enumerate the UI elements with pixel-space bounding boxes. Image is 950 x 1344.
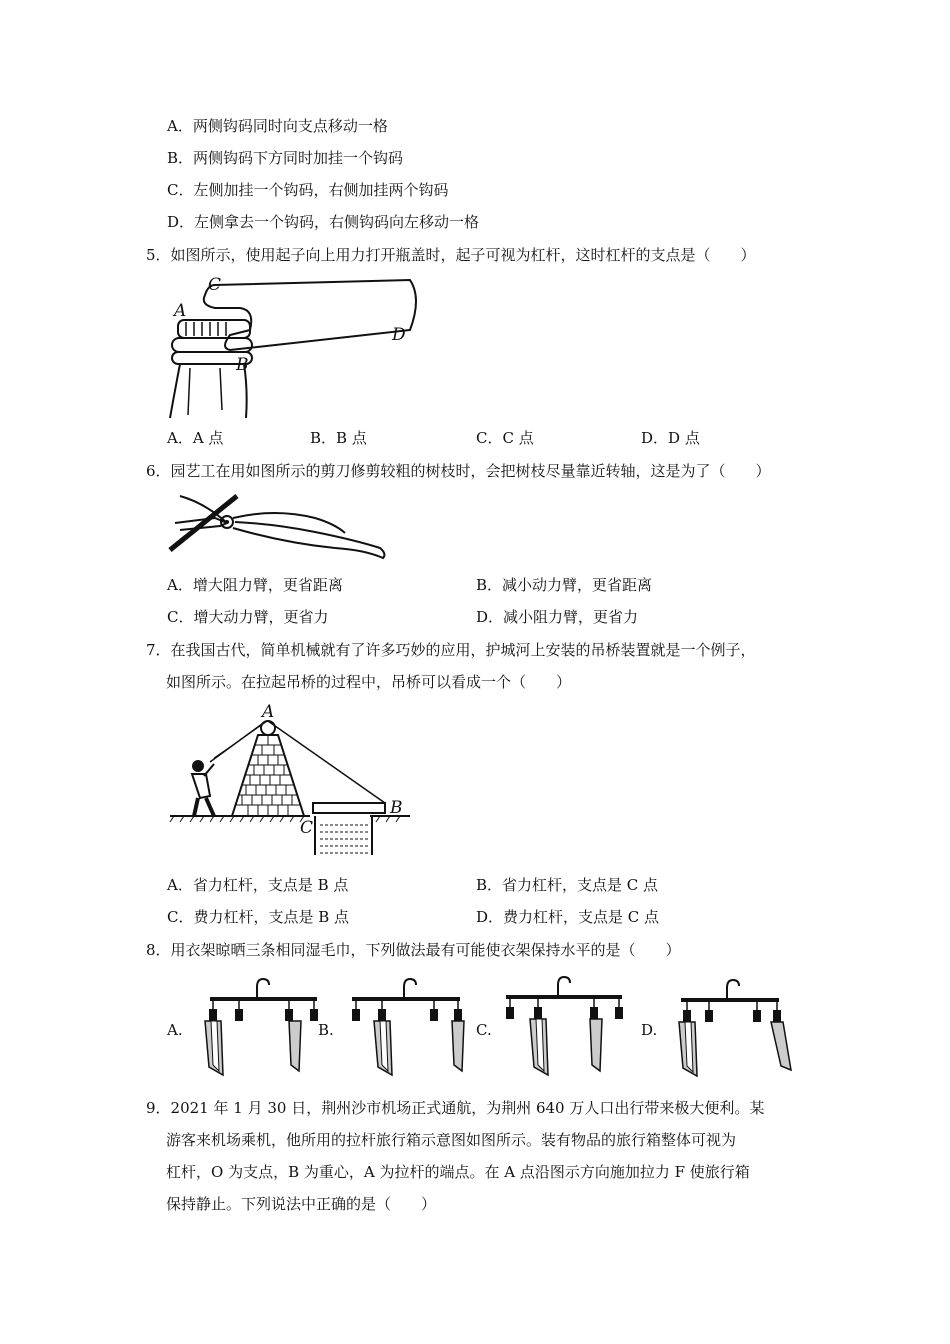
label-b: B bbox=[236, 355, 249, 375]
q7-option-b: B．省力杠杆，支点是 C 点 bbox=[476, 876, 659, 894]
q6-option-a: A．增大阻力臂，更省距离 bbox=[167, 576, 343, 594]
q7-stem-line1: 7．在我国古代，简单机械就有了许多巧妙的应用，护城河上安装的吊桥装置就是一个例子， bbox=[146, 641, 756, 659]
hanger-a-figure bbox=[195, 975, 325, 1080]
q7-stem-line2: 如图所示。在拉起吊桥的过程中，吊桥可以看成一个（ ） bbox=[166, 673, 572, 691]
q7-option-a: A．省力杠杆，支点是 B 点 bbox=[167, 876, 349, 894]
label-c: C bbox=[208, 275, 222, 295]
q9-line2: 游客来机场乘机，他所用的拉杆旅行箱示意图如图所示。装有物品的旅行箱整体可视为 bbox=[166, 1131, 737, 1149]
label-b: B bbox=[390, 798, 403, 818]
q5-stem: 5．如图所示，使用起子向上用力打开瓶盖时，起子可视为杠杆，这时杠杆的支点是（ ） bbox=[146, 246, 756, 264]
q4-option-b: B．两侧钩码下方同时加挂一个钩码 bbox=[167, 149, 404, 167]
q8-stem: 8．用衣架晾晒三条相同湿毛巾，下列做法最有可能使衣架保持水平的是（ ） bbox=[146, 941, 681, 959]
q7-option-c: C．费力杠杆，支点是 B 点 bbox=[167, 908, 350, 926]
drawbridge-figure bbox=[170, 700, 415, 860]
hanger-b-figure bbox=[342, 975, 472, 1080]
hanger-c-figure bbox=[498, 975, 633, 1080]
q5-option-a: A．A 点 bbox=[167, 429, 224, 447]
q7-option-d: D．费力杠杆，支点是 C 点 bbox=[476, 908, 660, 926]
q8-option-d-label: D. bbox=[641, 1021, 658, 1039]
q6-option-b: B．减小动力臂，更省距离 bbox=[476, 576, 653, 594]
q6-stem: 6．园艺工在用如图所示的剪刀修剪较粗的树枝时，会把树枝尽量靠近转轴，这是为了（ ） bbox=[146, 462, 771, 480]
q8-option-c-label: C. bbox=[476, 1021, 492, 1039]
q8-option-b-label: B. bbox=[318, 1021, 334, 1039]
q4-option-d: D．左侧拿去一个钩码，右侧钩码向左移动一格 bbox=[167, 213, 480, 231]
q9-line1: 9．2021 年 1 月 30 日，荆州沙市机场正式通航，为荆州 640 万人口出行带来极大便利。某 bbox=[146, 1099, 765, 1117]
pruning-shears-figure bbox=[165, 488, 395, 568]
q9-line4: 保持静止。下列说法中正确的是（ ） bbox=[166, 1195, 437, 1213]
label-c: C bbox=[300, 818, 314, 838]
q5-option-b: B．B 点 bbox=[310, 429, 367, 447]
q9-line3: 杠杆，O 为支点，B 为重心，A 为拉杆的端点。在 A 点沿图示方向施加拉力 F 使旅行箱 bbox=[166, 1163, 750, 1181]
q6-option-c: C．增大动力臂，更省力 bbox=[167, 608, 329, 626]
hanger-d-figure bbox=[665, 978, 795, 1083]
label-a: A bbox=[174, 301, 187, 321]
q4-option-a: A．两侧钩码同时向支点移动一格 bbox=[167, 117, 388, 135]
q5-option-c: C．C 点 bbox=[476, 429, 534, 447]
label-a: A bbox=[262, 702, 275, 722]
q8-option-a-label: A. bbox=[167, 1021, 183, 1039]
q6-option-d: D．减小阻力臂，更省力 bbox=[476, 608, 639, 626]
q4-option-c: C．左侧加挂一个钩码，右侧加挂两个钩码 bbox=[167, 181, 449, 199]
label-d: D bbox=[392, 325, 406, 345]
bottle-opener-figure bbox=[160, 270, 430, 425]
q5-option-d: D．D 点 bbox=[641, 429, 700, 447]
